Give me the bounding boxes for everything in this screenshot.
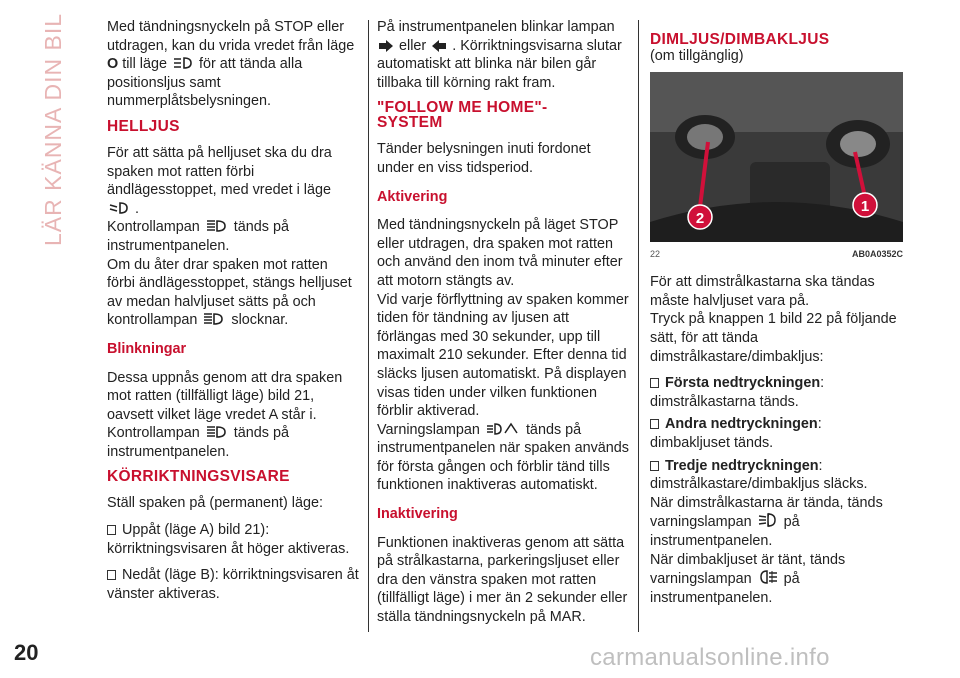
sidebar-chapter-title [40, 12, 80, 246]
bullet-icon [650, 419, 659, 429]
heading-blinkningar: Blinkningar [107, 340, 187, 357]
page-number: 20 [14, 640, 39, 665]
paragraph: Dessa uppnås genom att dra spaken mot ratten (tillfälligt läge) bild 21, oavsett vilket läge vredet A står i. Kontrollampan tänds på instrumentpanelen. [107, 369, 343, 460]
column-divider [638, 20, 639, 632]
list-item: Uppåt (läge A) bild 21): körriktningsvisaren åt höger aktiveras. [107, 522, 350, 557]
watermark: carmanualsonline.info [590, 644, 830, 671]
high-beam-icon [206, 219, 228, 233]
follow-me-home-icon [486, 422, 520, 436]
column-2 [377, 18, 629, 635]
paragraph: Ställ spaken på (permanent) läge: [107, 495, 323, 512]
column-1 [107, 18, 359, 611]
column-divider [368, 20, 369, 632]
callout-2: 2 [695, 209, 705, 227]
figure-code: AB0A0352C [851, 248, 903, 259]
paragraph: Med tändningsnyckeln på läget STOP eller utdragen, dra spaken mot ratten och använd den inom två minuter efter att motorn stängts av. [377, 217, 623, 289]
paragraph: När dimstrålkastarna är tända, tänds varningslampan på instrumentpanelen. [650, 494, 883, 549]
dashboard-photo [650, 72, 903, 242]
paragraph: För att dimstrålkastarna ska tändas måste halvljuset vara på. [650, 274, 875, 309]
list-item: Andra nedtryckningen: dimbakljuset tänds. [650, 416, 822, 451]
left-arrow-icon [432, 40, 446, 52]
paragraph: Tryck på knappen 1 bild 22 på följande sätt, för att tända dimstrålkastare/dimbakljus: [650, 311, 897, 365]
bullet-icon [107, 570, 116, 580]
paragraph: Varningslampan tänds på instrumentpanelen när spaken används för första gången och förblir tänd tills funktionen inaktiveras automatiskt. [377, 421, 630, 494]
figure-caption [650, 245, 903, 264]
list-item: Nedåt (läge B): körriktningsvisaren åt vänster aktiveras. [107, 567, 359, 602]
position-o-label: O [107, 56, 119, 73]
low-beam-icon [109, 201, 129, 215]
paragraph: För att sätta på helljuset ska du dra spaken mot ratten förbi ändlägesstoppet, med vredet i läge . Kontrollampan tänds på instrumentpanelen. Om du åter drar spaken mot ratten förbi ändlägesstoppet, stängs helljuset av medan halvljuset sätts på och kontrollampan slocknar. [107, 144, 352, 329]
paragraph: Tänder belysningen inuti fordonet under en viss tidsperiod. [377, 141, 591, 176]
paragraph: Med tändningsnyckeln på STOP eller utdragen, kan du vrida vredet från läge O till läge för att tända alla positionsljus samt nummerplåtsbelysningen. [107, 19, 355, 110]
list-item: Första nedtryckningen: dimstrålkastarna tänds. [650, 375, 825, 410]
right-arrow-icon [379, 40, 393, 52]
list-item: Tredje nedtryckningen: dimstrålkastare/dimbakljus släcks. [650, 457, 868, 493]
heading-inaktivering: Inaktivering [377, 506, 458, 523]
subtitle: (om tillgänglig) [650, 48, 744, 64]
position-light-icon [173, 56, 193, 70]
callout-1: 1 [860, 197, 870, 215]
figure-number: 22 [650, 248, 661, 259]
column-3 [650, 18, 904, 615]
chapter-title-text: LÄR KÄNNA DIN BIL [40, 12, 66, 246]
paragraph: Funktionen inaktiveras genom att sätta på strålkastarna, parkeringsljuset eller dra den vänstra spaken mot ratten (tillfälligt läge) i mer än 2 sekunder eller ställa tändningsnyckeln på MAR. [377, 534, 628, 626]
heading-aktivering: Aktivering [377, 188, 448, 205]
heading-helljus: HELLJUS [107, 117, 180, 135]
paragraph: Vid varje förflyttning av spaken kommer tiden för tändning av ljusen att förlängas med 30 sekunder, upp till maximalt 210 sekunder. Efter denna tid släcks ljusen automatiskt. På displayen visas tiden under vilken funktionen förblir aktiverad. [377, 291, 629, 420]
paragraph: När dimbakljuset är tänt, tänds varningslampan på instrumentpanelen. [650, 551, 846, 606]
high-beam-icon [206, 425, 228, 439]
heading-korriktningsvisare: KÖRRIKTNINGSVISARE [107, 468, 290, 486]
figure-22-photo [650, 72, 903, 242]
bullet-icon [650, 378, 659, 388]
paragraph: På instrumentpanelen blinkar lampan eller . Körriktningsvisarna slutar automatiskt att blinka när bilen går tillbaka till körning rakt fram. [377, 19, 622, 91]
heading-dimljus: DIMLJUS/DIMBAKLJUS [650, 31, 830, 48]
heading-follow-me-home: "FOLLOW ME HOME"-SYSTEM [377, 99, 548, 132]
high-beam-icon [203, 312, 225, 326]
front-fog-light-icon [758, 512, 778, 528]
bullet-icon [650, 461, 659, 471]
rear-fog-light-icon [758, 569, 778, 585]
bullet-icon [107, 525, 116, 535]
